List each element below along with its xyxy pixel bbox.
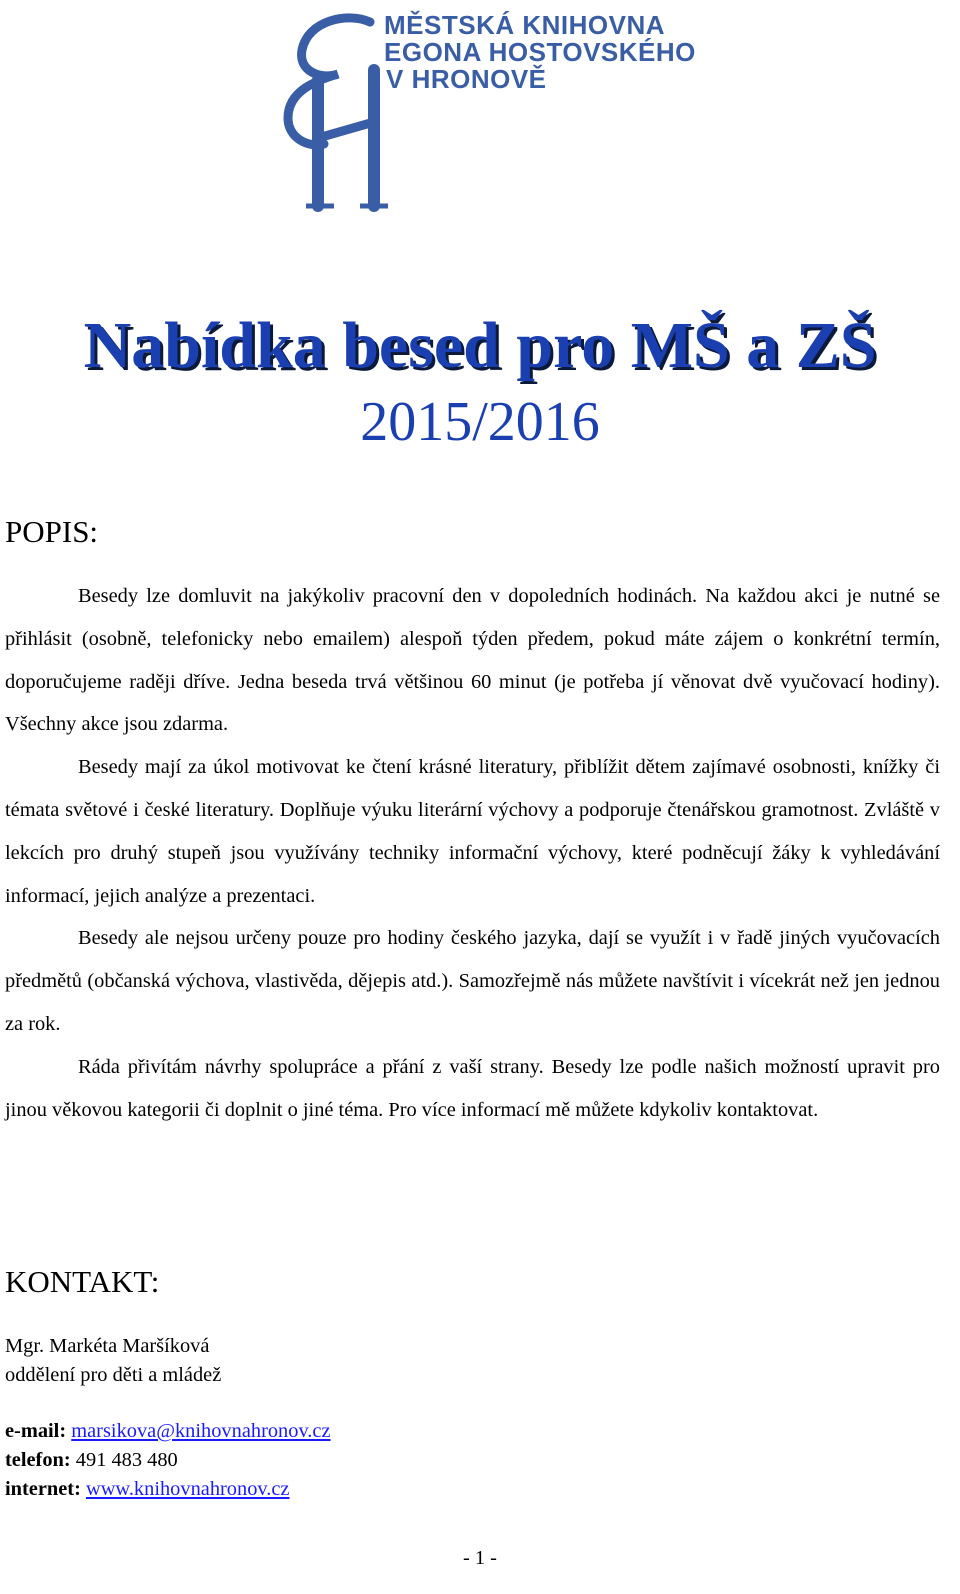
description-paragraph-1: Besedy lze domluvit na jakýkoliv pracovní den v dopoledních hodinách. Na každou akci je nutné se přihlásit (osobně, telefonicky nebo emailem) alespoň týden předem, pokud máte zájem o konkrétní termín, doporučujeme raději dříve. Jedna beseda trvá většinou 60 minut (je potřeba jí věnovat dvě vyučovací hodiny). Všechny akce jsou zdarma. (5, 585, 940, 736)
contact-details (5, 1417, 331, 1504)
contact-person (5, 1332, 221, 1390)
library-monogram-icon (278, 10, 398, 220)
web-label: internet: (5, 1478, 81, 1500)
contact-department: oddělení pro děti a mládež (5, 1364, 222, 1386)
library-logo (278, 10, 696, 220)
page-number: - 1 - (463, 1547, 497, 1569)
email-label: e-mail: (5, 1420, 67, 1442)
kontakt-heading: KONTAKT: (5, 1264, 160, 1299)
phone-value: 491 483 480 (75, 1449, 178, 1471)
library-name-line-2: EGONA HOSTOVSKÉHO (384, 37, 696, 67)
phone-label: telefon: (5, 1449, 71, 1471)
contact-web-row (5, 1475, 331, 1504)
library-name-line-3: V HRONOVĚ (386, 64, 547, 94)
page-title: Nabídka besed pro MŠ a ZŠ (83, 309, 877, 382)
description-paragraph-2: Besedy mají za úkol motivovat ke čtení krásné literatury, přiblížit dětem zajímavé osobnosti, knížky či témata světové i české literatury. Doplňuje výuku literární výchovy a podporuje čtenářskou gramotnost. Zvláště v lekcích pro druhý stupeň jsou využívány techniky informační výchovy, které podněcují žáky k vyhledávání informací, jejich analýze a prezentaci. (5, 756, 940, 907)
popis-heading: POPIS: (5, 514, 99, 549)
email-link[interactable]: marsikova@knihovnahronov.cz (71, 1420, 331, 1442)
school-year: 2015/2016 (360, 391, 600, 453)
library-name-line-1: MĚSTSKÁ KNIHOVNA (384, 10, 666, 40)
description-paragraph-4: Ráda přivítám návrhy spolupráce a přání z vaší strany. Besedy lze podle našich možností upravit pro jinou věkovou kategorii či doplnit o jiné téma. Pro více informací mě můžete kdykoliv kontaktovat. (5, 1055, 940, 1121)
description-body (5, 575, 940, 1131)
web-link[interactable]: www.knihovnahronov.cz (85, 1478, 290, 1500)
contact-name: Mgr. Markéta Maršíková (5, 1335, 210, 1357)
contact-phone-row (5, 1446, 331, 1475)
library-name (384, 12, 696, 93)
description-paragraph-3: Besedy ale nejsou určeny pouze pro hodiny českého jazyka, dají se využít i v řadě jiných vyučovacích předmětů (občanská výchova, vlastivěda, dějepis atd.). Samozřejmě nás můžete navštívit i vícekrát než jen jednou za rok. (5, 927, 940, 1035)
contact-email-row (5, 1417, 331, 1446)
